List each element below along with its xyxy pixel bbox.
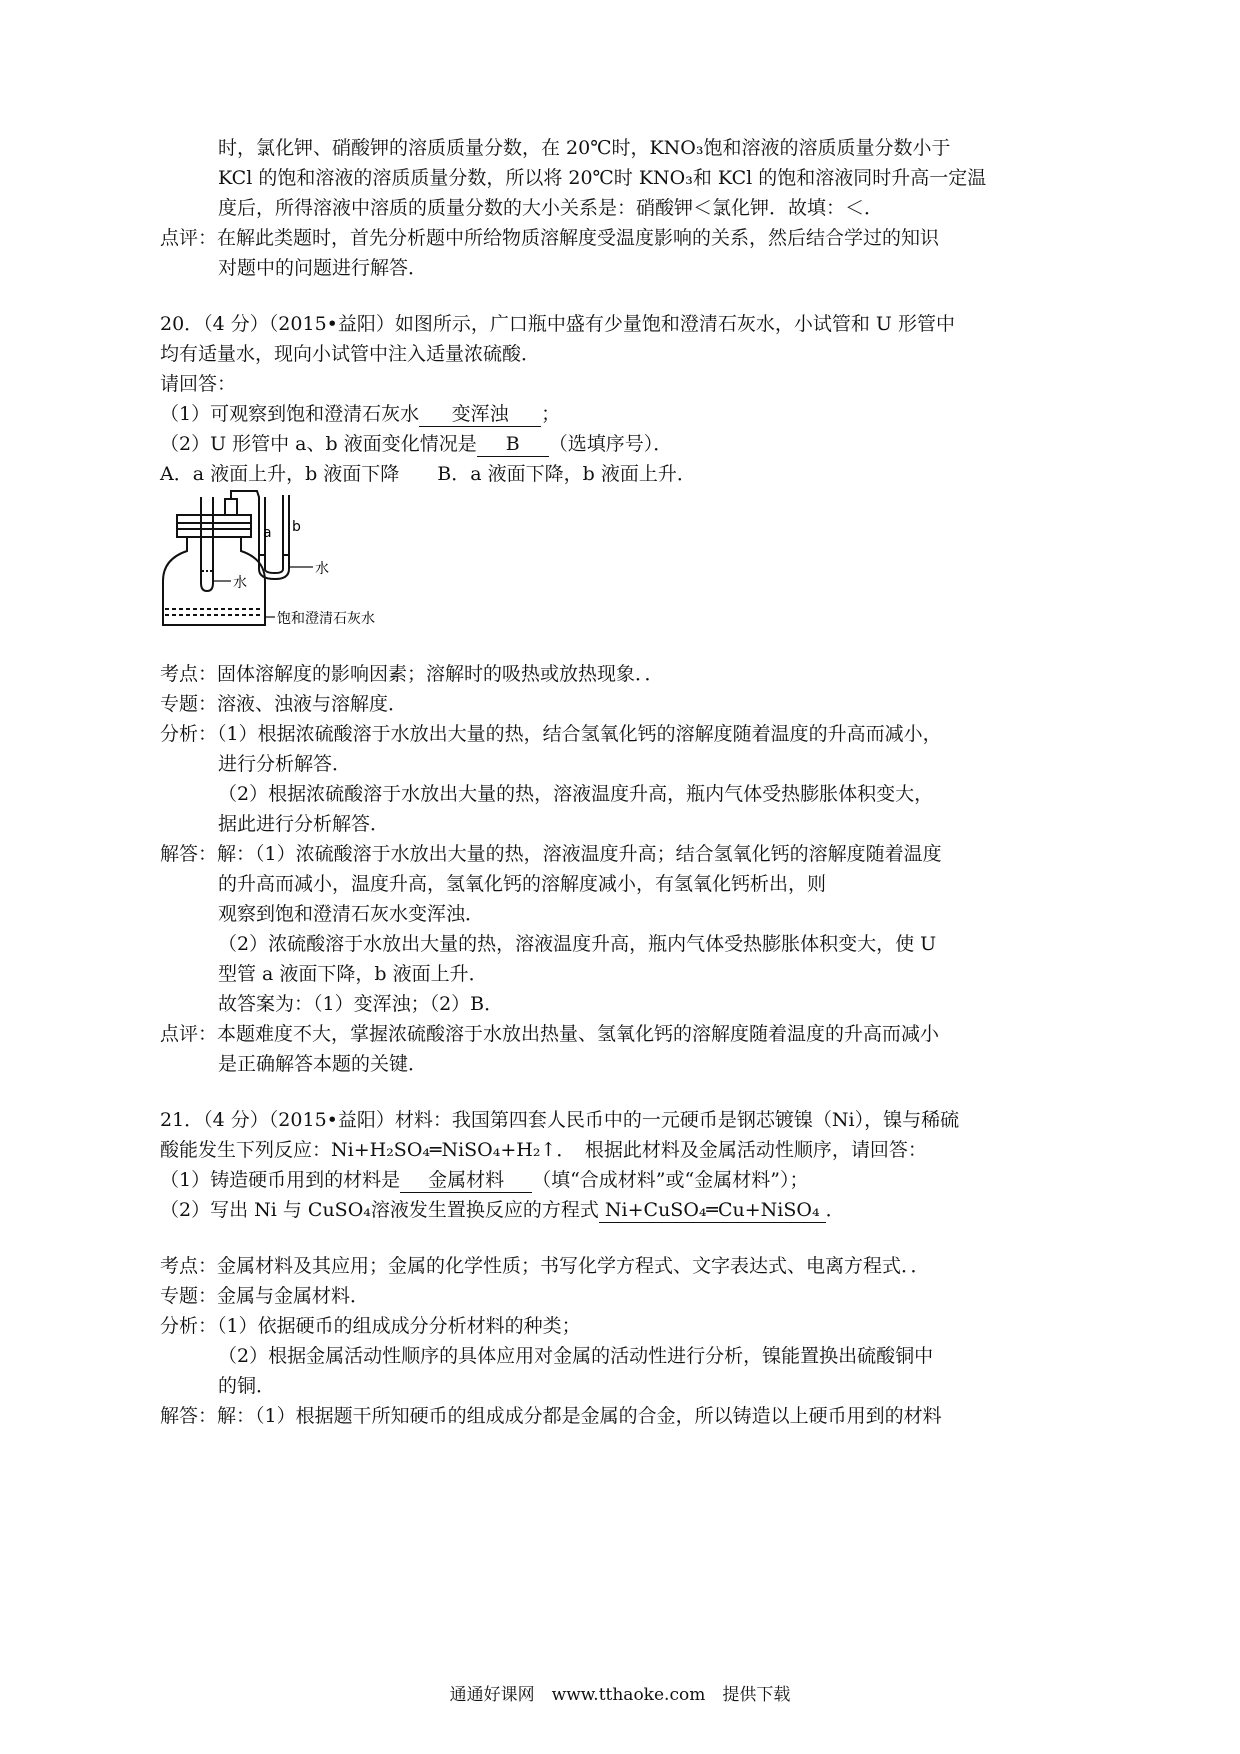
label-a: a bbox=[263, 525, 272, 541]
q21-stem: 酸能发生下列反应：Ni+H₂SO₄═NiSO₄+H₂↑． 根据此材料及金属活动性顺序，请回答： bbox=[160, 1139, 927, 1161]
q20-kaodian: 考点：固体溶解度的影响因素；溶解时的吸热或放热现象．． bbox=[160, 663, 664, 685]
q21-stem: 21．（4 分）（2015•益阳）材料：我国第四套人民币中的一元硬币是钢芯镀镍（Ni），镍与稀硫 bbox=[160, 1109, 960, 1131]
q20-fenxi: 据此进行分析解答． bbox=[218, 813, 390, 835]
q21-part1: （1）铸造硬币用到的材料是 金属材料 （填“合成材料”或“金属材料”）； bbox=[160, 1169, 809, 1191]
q20-stem: 均有适量水，现向小试管中注入适量浓硫酸． bbox=[160, 343, 541, 365]
answer-blank: Ni+CuSO₄═Cu+NiSO₄ bbox=[599, 1198, 826, 1223]
comment-line: 点评：在解此类题时，首先分析题中所给物质溶解度受温度影响的关系，然后结合学过的知识 bbox=[160, 227, 940, 249]
q20-dianping: 点评：本题难度不大，掌握浓硫酸溶于水放出热量、氢氧化钙的溶解度随着温度的升高而减小 bbox=[160, 1023, 940, 1045]
q20-fenxi: （2）根据浓硫酸溶于水放出大量的热，溶液温度升高，瓶内气体受热膨胀体积变大， bbox=[218, 783, 934, 805]
apparatus-figure bbox=[155, 485, 415, 635]
q20-dianping: 是正确解答本题的关键． bbox=[218, 1053, 428, 1075]
label-b: b bbox=[292, 519, 301, 535]
q20-jieda: 故答案为：（1）变浑浊；（2）B． bbox=[218, 993, 504, 1015]
answer-blank: B bbox=[477, 432, 549, 457]
q20-zhuanti: 专题：溶液、浊液与溶解度． bbox=[160, 693, 408, 715]
answer-blank: 变浑浊 bbox=[419, 402, 541, 427]
q20-fenxi: 进行分析解答． bbox=[218, 753, 352, 775]
answer-line: 度后，所得溶液中溶质的质量分数的大小关系是：硝酸钾＜氯化钾．故填：＜． bbox=[218, 197, 884, 219]
q21-kaodian: 考点：金属材料及其应用；金属的化学性质；书写化学方程式、文字表达式、电离方程式．． bbox=[160, 1255, 930, 1277]
q21-part2: （2）写出 Ni 与 CuSO₄溶液发生置换反应的方程式 Ni+CuSO₄═Cu+NiSO₄ ． bbox=[160, 1199, 845, 1221]
q20-jieda: 解答：解：（1）浓硫酸溶于水放出大量的热，溶液温度升高；结合氢氧化钙的溶解度随着温度 bbox=[160, 843, 942, 865]
q21-fenxi: 分析：（1）依据硬币的组成成分分析材料的种类； bbox=[160, 1315, 581, 1337]
q20-part2: （2）U 形管中 a、b 液面变化情况是 B （选填序号）． bbox=[160, 433, 673, 455]
label-water-tube: 水 bbox=[233, 575, 247, 591]
q20-stem: 20．（4 分）（2015•益阳）如图所示，广口瓶中盛有少量饱和澄清石灰水，小试管和 U 形管中 bbox=[160, 313, 955, 335]
label-water-u: 水 bbox=[315, 561, 329, 577]
answer-line: 时，氯化钾、硝酸钾的溶质质量分数，在 20℃时，KNO₃饱和溶液的溶质质量分数小于 bbox=[218, 137, 951, 159]
label-limewater: 饱和澄清石灰水 bbox=[277, 611, 375, 627]
q20-ask: 请回答： bbox=[160, 373, 237, 395]
q20-fenxi: 分析：（1）根据浓硫酸溶于水放出大量的热，结合氢氧化钙的溶解度随着温度的升高而减小， bbox=[160, 723, 942, 745]
q21-jieda: 解答：解：（1）根据题干所知硬币的组成成分都是金属的合金，所以铸造以上硬币用到的材料 bbox=[160, 1405, 942, 1427]
q20-jieda: 的升高而减小，温度升高，氢氧化钙的溶解度减小，有氢氧化钙析出，则 bbox=[218, 873, 827, 895]
answer-blank: 金属材料 bbox=[400, 1168, 532, 1193]
q21-zhuanti: 专题：金属与金属材料． bbox=[160, 1285, 370, 1307]
q20-jieda: （2）浓硫酸溶于水放出大量的热，溶液温度升高，瓶内气体受热膨胀体积变大，使 U bbox=[218, 933, 937, 955]
q20-jieda: 观察到饱和澄清石灰水变浑浊． bbox=[218, 903, 485, 925]
q20-part1: （1）可观察到饱和澄清石灰水 变浑浊 ； bbox=[160, 403, 561, 425]
q21-fenxi: 的铜． bbox=[218, 1375, 276, 1397]
q20-jieda: 型管 a 液面下降，b 液面上升． bbox=[218, 963, 488, 985]
q20-options: A．a 液面上升，b 液面下降 B．a 液面下降，b 液面上升． bbox=[160, 463, 696, 485]
q21-fenxi: （2）根据金属活动性顺序的具体应用对金属的活动性进行分析，镍能置换出硫酸铜中 bbox=[218, 1345, 934, 1367]
answer-line: KCl 的饱和溶液的溶质质量分数，所以将 20℃时 KNO₃和 KCl 的饱和溶液同时升高一定温 bbox=[218, 167, 987, 189]
page-footer: 通通好课网 www.tthaoke.com 提供下载 bbox=[449, 1685, 791, 1705]
comment-line: 对题中的问题进行解答． bbox=[218, 257, 428, 279]
